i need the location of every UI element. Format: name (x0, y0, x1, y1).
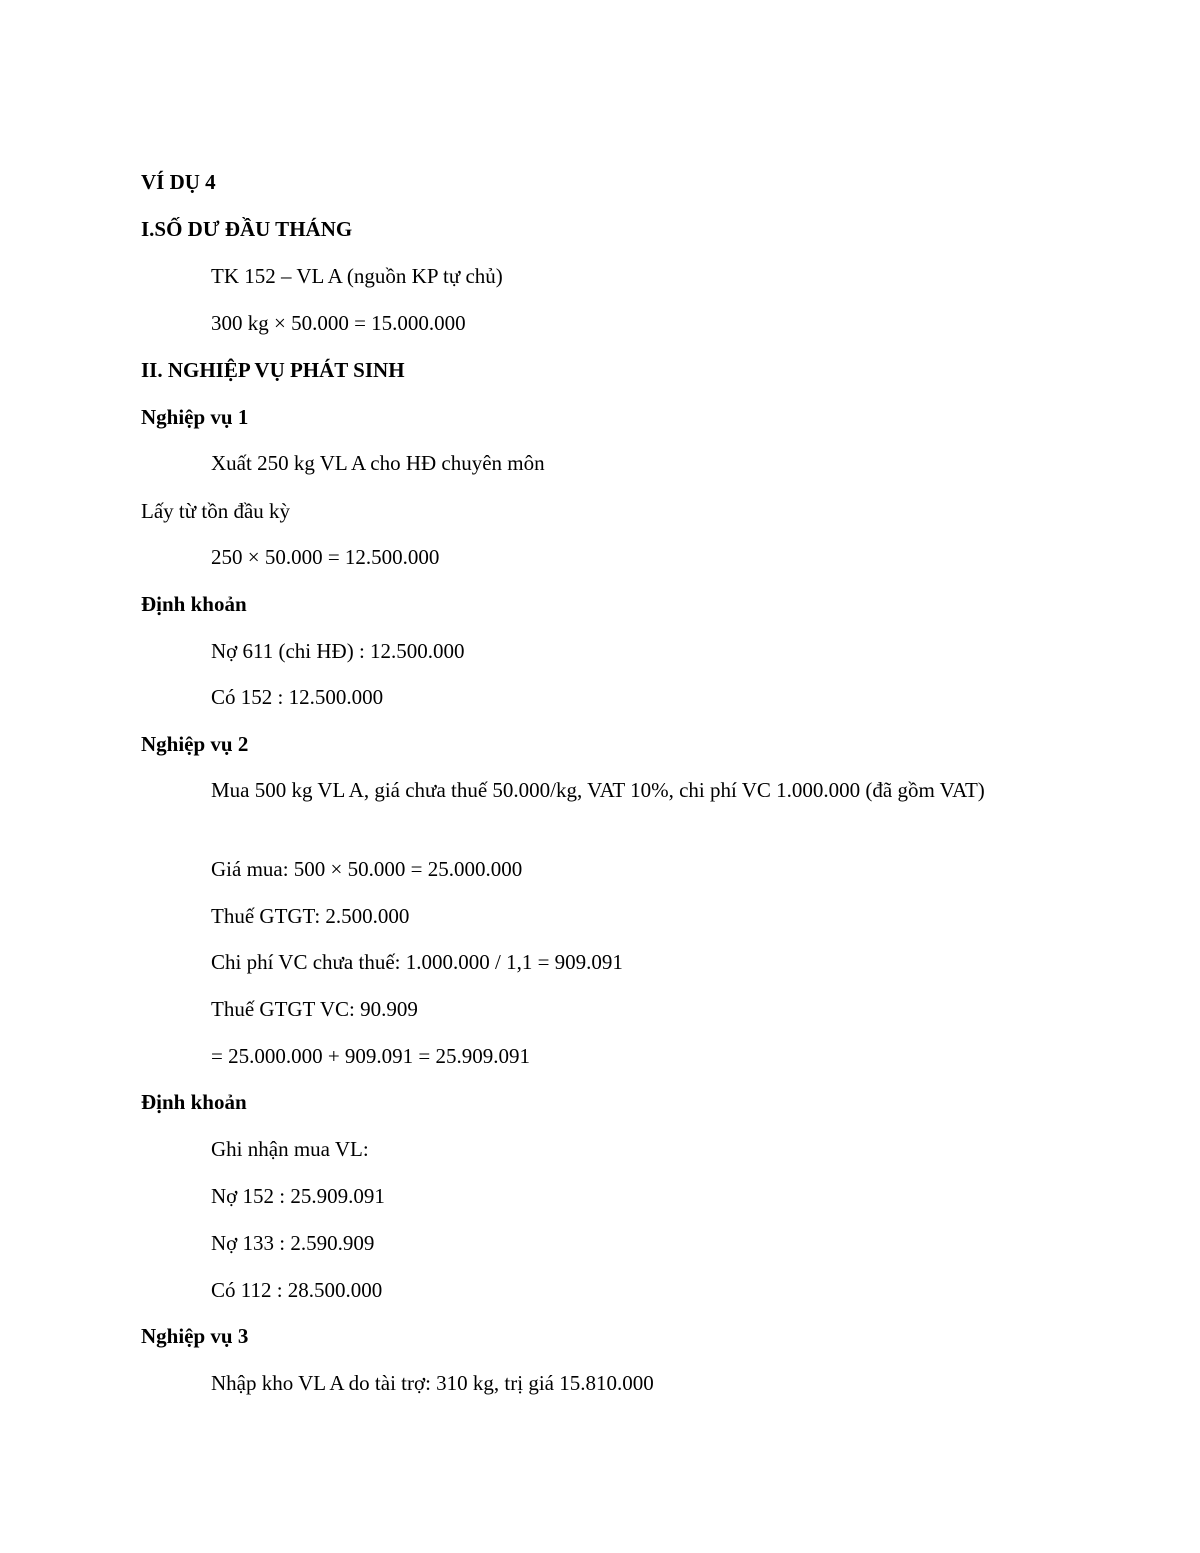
transaction-1-credit-entry: Có 152 : 12.500.000 (211, 685, 384, 709)
transaction-2-shipping-cost: Chi phí VC chưa thuế: 1.000.000 / 1,1 = 909.091 (211, 950, 623, 974)
transaction-2-credit-112: Có 112 : 28.500.000 (211, 1278, 383, 1302)
transaction-2-entry-label: Ghi nhận mua VL: (211, 1137, 369, 1161)
transaction-2-description: Mua 500 kg VL A, giá chưa thuế 50.000/kg, VAT 10%, chi phí VC 1.000.000 (đã gồm VAT) (211, 778, 985, 802)
transaction-2-debit-133: Nợ 133 : 2.590.909 (211, 1231, 375, 1255)
transaction-1-description: Xuất 250 kg VL A cho HĐ chuyên môn (211, 451, 545, 475)
section-heading-opening-balance: I.SỐ DƯ ĐẦU THÁNG (141, 217, 353, 241)
transaction-2-vat: Thuế GTGT: 2.500.000 (211, 904, 410, 928)
transaction-2-heading: Nghiệp vụ 2 (141, 732, 249, 756)
transaction-2-purchase-price: Giá mua: 500 × 50.000 = 25.000.000 (211, 857, 523, 881)
transaction-2-entry-heading: Định khoản (141, 1090, 247, 1114)
transaction-2-debit-152: Nợ 152 : 25.909.091 (211, 1184, 385, 1208)
opening-balance-value: 300 kg × 50.000 = 15.000.000 (211, 311, 466, 335)
transaction-1-entry-heading: Định khoản (141, 592, 247, 616)
section-heading-transactions: II. NGHIỆP VỤ PHÁT SINH (141, 358, 405, 382)
transaction-3-heading: Nghiệp vụ 3 (141, 1324, 249, 1348)
transaction-2-total-cost: = 25.000.000 + 909.091 = 25.909.091 (211, 1044, 531, 1068)
document-title: VÍ DỤ 4 (141, 170, 216, 194)
transaction-1-calculation: 250 × 50.000 = 12.500.000 (211, 545, 440, 569)
transaction-1-heading: Nghiệp vụ 1 (141, 405, 249, 429)
transaction-1-source: Lấy từ tồn đầu kỳ (141, 499, 291, 523)
transaction-3-description: Nhập kho VL A do tài trợ: 310 kg, trị giá 15.810.000 (211, 1371, 654, 1395)
transaction-1-debit-entry: Nợ 611 (chi HĐ) : 12.500.000 (211, 639, 465, 663)
opening-balance-account: TK 152 – VL A (nguồn KP tự chủ) (211, 264, 503, 288)
transaction-2-shipping-vat: Thuế GTGT VC: 90.909 (211, 997, 418, 1021)
